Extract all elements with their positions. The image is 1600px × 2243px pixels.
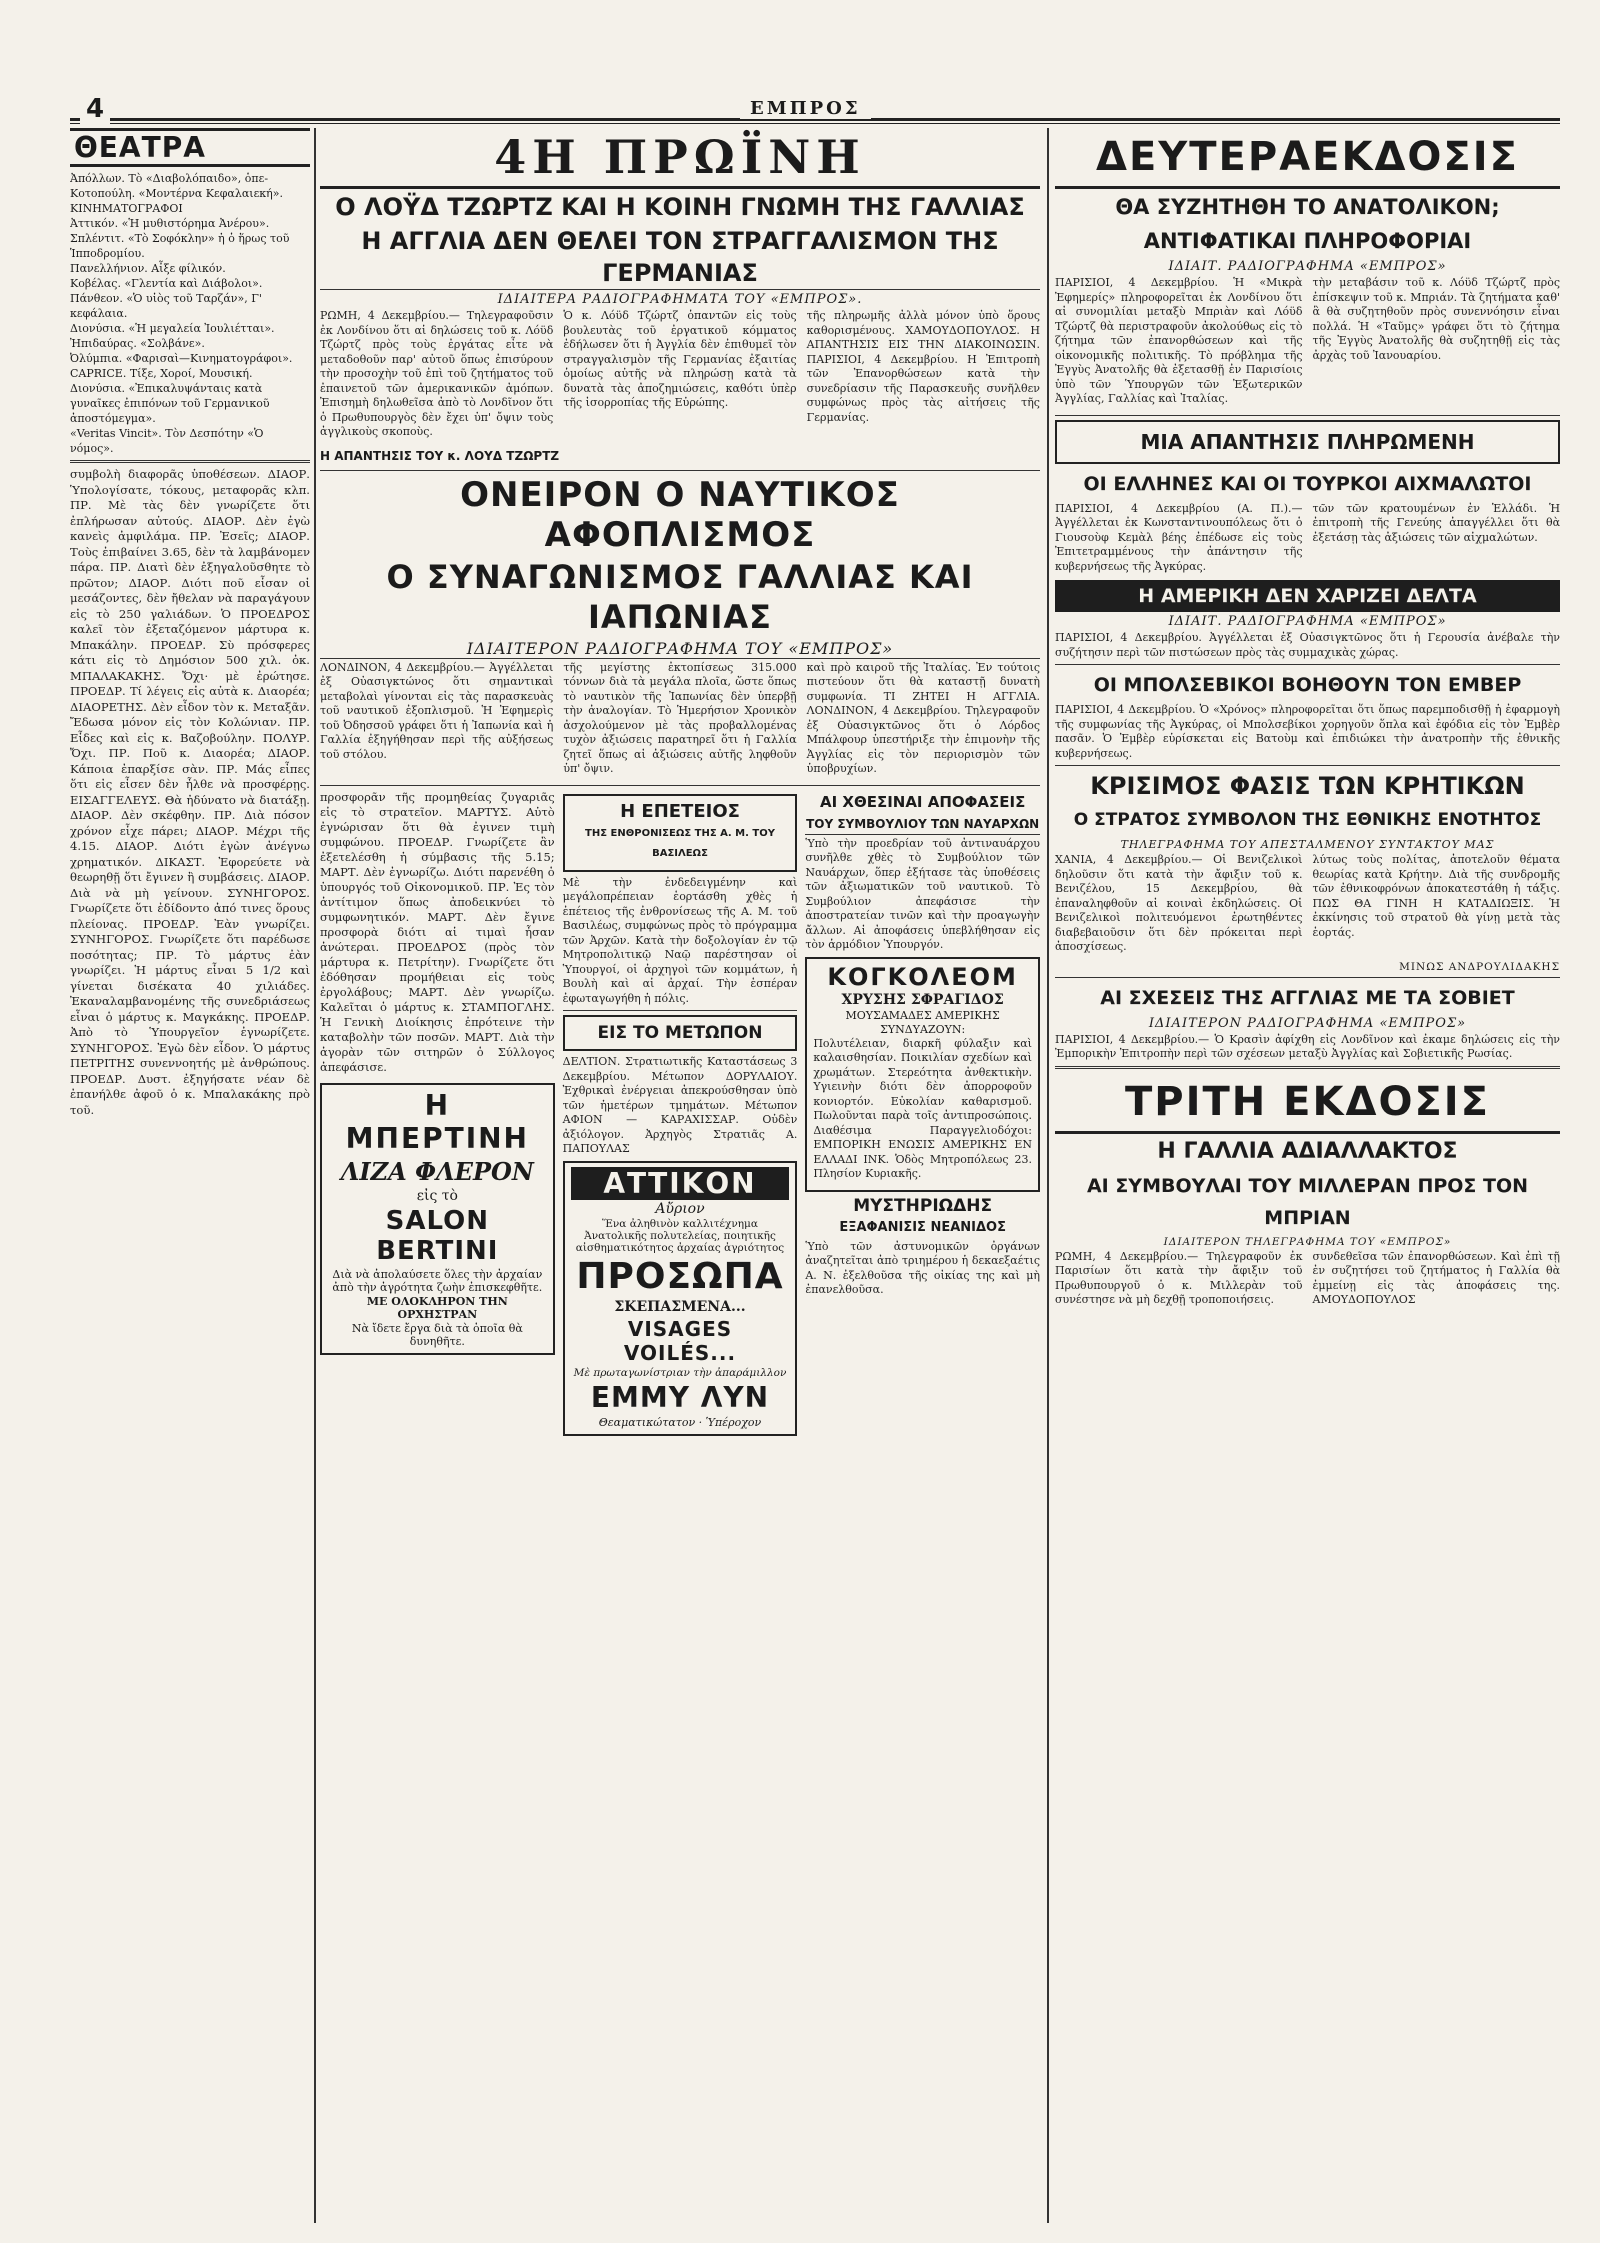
front-line-text: ΔΕΛΤΙΟΝ. Στρατιωτικῆς Καταστάσεως 3 Δεκεμβρίου. Μέτωπον ΔΟΡΥΛΑΙΟΥ. Ἐχθρικαὶ ἐνέργειαι ἀπεκρούσθησαν ὑπὸ τῶν ἡμετέρων τμημάτων. Μέτωπον ΑΦΙΟΝ — ΚΑΡΑΧΙΣΣΑΡ. Οὐδὲν ἀξιόλογον. Ἀρχηγὸς Στρατιᾶς Α. ΠΑΠΟΥΛΑΣ: [562, 1055, 798, 1155]
theatre-listing: Κοβέλας. «Γλεντία καὶ Διάβολοι».: [70, 277, 263, 290]
cocoleum-carpets: ΜΟΥΣΑΜΑΔΕΣ ΑΜΕΡΙΚΗΣ: [845, 1008, 1000, 1022]
theatre-listing: Ὀλύμπια. «Φαρισαὶ—Κινηματογράφοι».: [70, 352, 293, 365]
anniversary-subtitle: ΤΗΣ ΕΝΘΡΟΝΙΣΕΩΣ ΤΗΣ Α. Μ. ΤΟΥ ΒΑΣΙΛΕΩΣ: [585, 827, 775, 859]
theatre-listing: CAPRICE. Τίξε, Χοροί, Μουσική.: [70, 367, 253, 380]
theatres-column: [70, 128, 310, 2223]
theatre-listing: Διονύσια. «Ἐπικαλυψάνταις κατὰ γυναῖκες ἐπιπόνων τοῦ Γερμανικοῦ ἀποστόμεγμα».: [70, 382, 270, 425]
divider: [1055, 765, 1560, 766]
theatres-title: ΘΕΑΤΡΑ: [70, 128, 310, 167]
attikon-star: ΕΜΜΥ ΛΥΝ: [590, 1380, 770, 1414]
cretan-headline: ΚΡΙΣΙΜΟΣ ΦΑΣΙΣ ΤΩΝ ΚΡΗΤΙΚΩΝ: [1090, 772, 1525, 800]
bertini-star: ΛΙΖΑ ΦΛΕΡΟΝ: [340, 1156, 534, 1186]
reply-headline: ΟΙ ΕΛΛΗΝΕΣ ΚΑΙ ΟΙ ΤΟΥΡΚΟΙ ΑΙΧΜΑΛΩΤΟΙ: [1083, 472, 1532, 495]
newspaper-name: ΕΜΠΡΟΣ: [740, 98, 871, 119]
anniversary-title: Η ΕΠΕΤΕΙΟΣ: [620, 800, 740, 822]
lead-text-3: τῆς πληρωμῆς ἀλλὰ μόνον ὑπὸ ὅρους καθορισμένους. ΧΑΜΟΥΔΟΠΟΥΛΟΣ. Η ΑΠΑΝΤΗΣΙΣ ΕΙΣ ΤΗΝ ΔΙΑΚΟΙΝΩΣΙΝ. ΠΑΡΙΣΙΟΙ, 4 Δεκεμβρίου. Η Ἐπιτροπὴ τῶν Ἐπανορθώσεων κατὰ τὴν συνεδρίασιν τῆς Παρασκευῆς συνῆλθεν συμφώνως πρὸς τὰς αἰτήσεις τῆς Γερμανίας.: [806, 309, 1040, 424]
reply-box: [1055, 420, 1560, 464]
column-divider: [1047, 128, 1049, 2223]
cocoleum-ad: [805, 957, 1040, 1192]
front-line-box: [563, 1015, 798, 1051]
front-column: [320, 128, 1040, 2223]
divider: [1055, 977, 1560, 978]
theatre-listing: ΚΙΝΗΜΑΤΟΓΡΑΦΟΙ: [70, 202, 183, 215]
edition-banner: 4Η ΠΡΩΪΝΗ: [320, 128, 1040, 189]
lower-left: [320, 790, 555, 1440]
second-edition-banner: ΔΕΥΤΕΡΑΕΚΔΟΣΙΣ: [1055, 128, 1560, 189]
reply-article: [1055, 502, 1560, 579]
anniversary-text: Μὲ τὴν ἐνδεδειγμένην καὶ μεγάλοπρέπειαν ἑορτάσθη χθὲς ἡ ἐπέτειος τῆς ἐνθρονίσεως τῆς Α. Μ. τοῦ Βασιλέως, συμφώνως πρὸς τὸ πρόγραμμα τῶν Ἀρχῶν. Κατὰ τὴν δοξολογίαν ἐν τῷ Μητροπολιτικῷ Ναῷ παρέστησαν οἱ Ὑπουργοί, οἱ ἀρχηγοὶ τῶν κομμάτων, ἡ Βουλὴ καὶ αἱ ἀρχαί. Τὴν ἑσπέραν ἐφωταγωγήθη ἡ πόλις.: [562, 875, 798, 1005]
bertini-orchestra: ΜΕ ΟΛΟΚΛΗΡΟΝ ΤΗΝ ΟΡΧΗΣΤΡΑΝ: [366, 1294, 508, 1321]
usa-byline: ΙΔΙΑΙΤ. ΡΑΔΙΟΓΡΑΦΗΜΑ «ΕΜΠΡΟΣ»: [1168, 614, 1447, 629]
third-headline-1: Η ΓΑΛΛΙΑ ΑΔΙΑΛΛΑΚΤΟΣ: [1157, 1138, 1458, 1164]
usa-text: ΠΑΡΙΣΙΟΙ, 4 Δεκεμβρίου. Ἀγγέλλεται ἐξ Οὐασιγκτῶνος ὅτι ἡ Γερουσία ἀνέβαλε τὴν συζήτησιν περὶ τῶν πιστώσεων πρὸς τὰς συμμαχικὰς χώρας.: [1055, 631, 1560, 659]
admirals-title: ΑΙ ΧΘΕΣΙΝΑΙ ΑΠΟΦΑΣΕΙΣ: [819, 792, 1026, 811]
trial-dialogue: συμβολὴ διαφορᾶς ὑποθέσεων. ΔΙΑΟΡ. Ὑπολογίσατε, τόκους, μεταφορᾶς κλπ. ΠΡ. Μὲ τὰς δὲν γνωρίζετε ὅτι ἐπλήρωσαν αὐτούς. ΔΙΑΟΡ. Δὲν ἐγὼ κανεὶς ἀμφιλάμα. ΠΡ. Ἐσεῖς; ΔΙΑΟΡ. Τοὺς ἐπιβαίνει 3.65, δὲν τὰ λαμβάνομεν πάρα. ΠΡ. Διατὶ δὲν ἐξηγαλοῦσθητε τὸ πρῶτον; ΔΙΑΟΡ. Διότι ποῦ εἶσαν οἱ μεσάζοντες, δὲν ἤθελαν νὰ παραγάγουν εἰς τὸ 250 γαλιάδων. Ὁ ΠΡΟΕΔΡΟΣ καλεῖ τὸν ἐξεταζόμενον μάρτυρα κ. Μπακάλην. ΠΡΟΕΔΡ. Σὺ πρόσφερες κάτι εἰς τὸ Δημόσιον 500 χιλ. ὀκ. ΜΠΑΛΑΚΑΚΗΣ. Ὄχι· μὲ ἐρώτησε. ΠΡΟΕΔΡ. Τί λέγεις εἰς αὐτὰ κ. Διαορέα; ΔΙΑΟΡΕΤΗΣ. Δὲν εἶδον τὸν κ. Μεταξᾶν. Ἔδωσα μόνον εἰς τὸν Κολώνιαν. ΠΡ. Εἶδες καὶ εἰς κ. Βαζοβούλην. ΠΟΛΥΡ. Ὄχι. ΠΡ. Ποῦ κ. Διαορέα; ΔΙΑΟΡ. Κάποια ἐπαρξίσε σὰν. ΠΡ. Μάς εἶπες ὅτι εἰς εἶσεν δὲν ἦλθε νὰ προσφέρῃς. ΕΙΣΑΓΓΕΛΕΥΣ. Θὰ ἠδύνατο νὰ διατάξῃ. ΔΙΑΟΡ. Δὲν σκέφθην. ΠΡ. Διὰ πόσον χρόνον εἶχε πάρει; ΔΙΑΟΡ. Μέχρι τῆς 4.15. ΔΙΑΟΡ. Διότι ἐγὼν ἀνέγνω χρηματικόν. ΔΙΚΑΣΤ. Ἐφορεύετε νὰ θεωρηθῇ ὅτι ἔγινεν ἢ συμβάσεις. ΔΙΑΟΡ. Διὰ νὰ μὴ γείνουν. ΣΥΝΗΓΟΡΟΣ. Γνωρίζετε ὅτι ἐδίδοντο ἀπό τινες ὅρους πλείονας. ΠΡΟΕΔΡ. Ἐὰν γνωρίζει. ΣΥΝΗΓΟΡΟΣ. Γνωρίζετε ὅτι παρέδωσε ποσότητας; ΠΡ. Τὸ μάρτυς ἐὰν γνωρίζει. Ἡ μάρτυς εἶναι 5 1/2 καὶ γίνεται δισέκατα 40 χιλιάδες. Ἐκαναλαμβανομένης τῆς συνεδριάσεως εἶναι ὁ μάρτυς κ. Μαγκάκης. ΠΡΟΕΔΡ. Ἀπὸ τὸ Ὑπουργεῖον ἐγνωρίζετε. ΣΥΝΗΓΟΡΟΣ. Ἐγὼ δὲν εἶδον. Ὁ μάρτυς ΠΕΤΡΙΤΗΣ συνεννοητής μὲ ἀνθρώπους. ΠΡΟΕΔΡ. Δυστ. ἐξηγήσατε νέαν δὲ ἐπανήλθε ἀφοῦ ὁ κ. Μπαλακάκης πρὸ τοῦ.: [70, 467, 310, 1117]
attikon-ad: [563, 1161, 798, 1436]
usa-headline: Η ΑΜΕΡΙΚΗ ΔΕΝ ΧΑΡΙΖΕΙ ΔΕΛΤΑ: [1055, 580, 1560, 612]
theatre-listing: Πάνθεον. «Ὁ υἱὸς τοῦ Ταρζάν», Γ' κεφάλαια.: [70, 292, 262, 320]
lower-front: [320, 790, 1040, 1440]
bolshevik-headline: ΟΙ ΜΠΟΛΣΕΒΙΚΟΙ ΒΟΗΘΟΥΝ ΤΟΝ ΕΜΒΕΡ: [1093, 674, 1522, 696]
bertini-note: Νὰ ἴδετε ἔργα διὰ τὰ ὁποῖα θὰ δυνηθῆτε.: [351, 1321, 523, 1348]
third-headline-2: ΑΙ ΣΥΜΒΟΥΛΑΙ ΤΟΥ ΜΙΛΛΕΡΑΝ ΠΡΟΣ ΤΟΝ ΜΠΡΙΑΝ: [1086, 1174, 1529, 1229]
bertini-desc: Διὰ νὰ ἀπολαύσετε ὅλες τὴν ἀρχαίαν ἀπὸ τὴν ἀγρότητα ζωὴν ἐπισκεφθῆτε.: [332, 1267, 543, 1294]
attikon-film-sub: ΣΚΕΠΑΣΜΕΝΑ...: [614, 1298, 746, 1315]
masthead: [0, 96, 1600, 126]
trial-text: προσφορᾶν τῆς προμηθείας ζυγαριᾶς εἰς τὸ στρατεῖον. ΜΑΡΤΥΣ. Αὐτὸ ἐγνώρισαν ὅτι θὰ ἐγινεν τιμὴ συμφώνου. ΠΡΟΕΔΡ. Γνωρίζετε ἂν ἐξετελέσθη ἡ σύμβασις τῆς 5.15; ΜΑΡΤ. Δὲν ἐγνωρίζω. Διότι παρενέθη ὁ ὑπουργός τοῦ Οἰκονομικοῦ. ΠΡ. Ἐς τὸν ἀντίτιμον ὅπως ἀποδεικνύει τὸ συμφωνητικόν. ΜΑΡΤ. Δὲν ἔγινε προσφορὰ διότι αἱ τιμαὶ ἦσαν ἀνώτεραι. ΠΡΟΕΔΡΟΣ (πρὸς τὸν μάρτυρα κ. Πετρίτην). Γνωρίζετε ὅτι ἐδόθησαν προμήθειαι εἰς τοὺς ἐργολάβους; ΜΑΡΤ. Δὲν γνωρίζω. Καλεῖται ὁ μάρτυς κ. ΣΤΑΜΠΟΓΛΗΣ. Ἡ Γενικὴ Διοίκησις ἐπρότεινε τὴν καταβολὴν τῶν ποσῶν. ΜΑΡΤ. Διὰ τὴν ἀγορὰν τῶν σιτηρῶν ὁ Σύλλογος ἀπεφάσισε.: [320, 789, 555, 1074]
soviet-text: ΠΑΡΙΣΙΟΙ, 4 Δεκεμβρίου.— Ὁ Κρασὶν ἀφίχθη εἰς Λονδῖνον καὶ ἐκαμε δηλώσεις εἰς τὴν Ἐμπορικὴν Ἐπιτροπὴν περὶ τῶν σχέσεων μεταξὺ Ἀγγλίας καὶ Σοβιετικῆς Ρωσίας.: [1055, 1032, 1560, 1060]
theatre-listing: Σπλέντιτ. «Τὸ Σοφόκλην» ἡ ὁ ἥρως τοῦ Ἱπποδρομίου.: [70, 232, 290, 260]
lead-headline-2: Η ΑΓΓΛΙΑ ΔΕΝ ΘΕΛΕΙ ΤΟΝ ΣΤΡΑΓΓΑΛΙΣΜΟΝ ΤΗΣ ΓΕΡΜΑΝΙΑΣ: [320, 225, 1040, 290]
column-divider: [314, 128, 316, 2223]
admirals-subtitle: ΤΟΥ ΣΥΜΒΟΥΛΙΟΥ ΤΩΝ ΝΑΥΑΡΧΩΝ: [805, 814, 1040, 835]
lower-middle: [563, 790, 798, 1440]
third-text-2: συνδεθεῖσα τῶν ἐπανορθώσεων. Καὶ ἐπὶ τῇ ἐν συζητήσει τοῦ ζητήματος ἡ Γαλλία θὰ ἐμμείνῃ εἰς τὰς ἀποφάσεις της. ΑΜΟΥΔΟΠΟΥΛΟΣ: [1312, 1249, 1560, 1306]
disappearance-subtitle: ΕΞΑΦΑΝΙΣΙΣ ΝΕΑΝΙΔΟΣ: [839, 1219, 1006, 1235]
naval-headline-2: Ο ΣΥΝΑΓΩΝΙΣΜΟΣ ΓΑΛΛΙΑΣ ΚΑΙ ΙΑΠΩΝΙΑΣ: [386, 557, 974, 636]
reply-title: ΜΙΑ ΑΠΑΝΤΗΣΙΣ ΠΛΗΡΩΜΕΝΗ: [1140, 429, 1475, 454]
lead-byline: ΙΔΙΑΙΤΕΡΑ ΡΑΔΙΟΓΡΑΦΗΜΑΤΑ ΤΟΥ «ΕΜΠΡΟΣ».: [497, 292, 863, 307]
cocoleum-text: Πολυτέλειαν, διαρκῆ φύλαξιν καὶ καλαισθησίαν. Ποικιλίαν σχεδίων καὶ χρωμάτων. Στερεότητα ἀνθεκτικὴν. Υγιεινὴν διότι δὲν ἀπορροφοῦν κονιορτόν. Εὐκολίαν καθαρισμοῦ. Πωλοῦνται παρὰ τοῖς ἀντιπροσώποις. Διαθέσιμα Παραγγελιοδόχοι: ΕΜΠΟΡΙΚΗ ΕΝΩΣΙΣ ΑΜΕΡΙΚΗΣ ΕΝ ΕΛΛΑΔΙ ΙΝΚ. Ὁδὸς Μητροπόλεως 23. Πλησίον Κυριακῆς.: [813, 1036, 1032, 1180]
bolshevik-text: ΠΑΡΙΣΙΟΙ, 4 Δεκεμβρίου. Ὁ «Χρόνος» πληροφορεῖται ὅτι ὅπως παρεμποδισθῇ ἡ ἐφαρμογὴ τῆς συμφωνίας τῆς Ἀγκύρας, οἱ Μπολσεβίκοι χορηγοῦν ὅπλα καὶ ἐφόδια εἰς τὸν Ἐμβὲρ πασᾶν. Ὁ Ἐμβὲρ εὑρίσκεται εἰς Βατοὺμ καὶ ἐπιδιώκει τὴν ἀνατροπὴν τῆς ἐθνικῆς κυβερνήσεως.: [1055, 703, 1560, 760]
second-text-2: τὴν μεταβάσιν τοῦ κ. Λόϋδ Τζώρτζ πρὸς ἐπίσκεψιν τοῦ κ. Μπριάν. Τὰ ζητήματα καθ' ἃ θὰ συζητηθοῦν πρὸς συνεννόησιν εἶναι πολλά. Ἡ «Ταῦμς» γράφει ὅτι τὸ ζήτημα τῆς Ἐγγὺς Ἀνατολῆς θὰ συζητηθῇ εἰς τὰς ἀρχὰς τοῦ Ἰανουαρίου.: [1312, 276, 1560, 362]
editions-column: [1055, 128, 1560, 2223]
second-headline-2: ΑΝΤΙΦΑΤΙΚΑΙ ΠΛΗΡΟΦΟΡΙΑΙ: [1143, 229, 1472, 253]
third-text-1: ΡΩΜΗ, 4 Δεκεμβρίου.— Τηλεγραφοῦν ἐκ Παρισίων ὅτι κατὰ τὴν ἄφιξιν τοῦ Πρωθυπουργοῦ ὁ κ. Μιλλερὰν τοῦ συνέστησε νὰ μὴ δεχθῇ τροποποιήσεις.: [1055, 1249, 1303, 1306]
third-byline: ΙΔΙΑΙΤΕΡΟΝ ΤΗΛΕΓΡΑΦΗΜΑ ΤΟΥ «ΕΜΠΡΟΣ»: [1163, 1235, 1452, 1248]
third-article: [1055, 1250, 1560, 1312]
third-edition-banner: ΤΡΙΤΗ ΕΚΔΟΣΙΣ: [1055, 1073, 1560, 1134]
second-article: [1055, 276, 1560, 411]
lead-text-1: ΡΩΜΗ, 4 Δεκεμβρίου.— Τηλεγραφοῦσιν ἐκ Λονδίνου ὅτι αἱ δηλώσεις τοῦ κ. Λόϋδ Τζώρτζ πρὸς τοὺς ἐργάτας εἶτε νὰ μεταδοθοῦν παρ' αὐτοῦ ὅπως ἐπισύρουν τὴν προσοχὴν τοῦ ἐπὶ τοῦ ζητήματος τοῦ ἐπαινετοῦ τῶν ἀμερικανικῶν ἀμόπων. Ἐπισημὴ δηλωθεῖσα ἀπὸ τὸ Λονδῖνον ὅτι ὁ Πρωθυπουργὸς δὲν ἔχει ὑπ' ὄψιν τοὺς ἀγγλικοὺς σκοποὺς.: [320, 309, 554, 438]
bertini-salon: SALON BERTINI: [376, 1205, 499, 1266]
disappearance-title: ΜΥΣΤΗΡΙΩΔΗΣ: [853, 1195, 993, 1216]
reply-text-2: τῶν τῶν κρατουμένων ἐν Ἑλλάδι. Ἡ ἐπιτροπὴ τῆς Γενεύης ἀπαγγέλλει ὅτι θὰ ἐξετάσῃ τὰς ἀξιώσεις τῶν αἰχμαλώτων.: [1312, 501, 1560, 544]
front-line-title: ΕΙΣ ΤΟ ΜΕΤΩΠΟΝ: [597, 1023, 763, 1043]
cretan-signature: ΜΙΝΩΣ ΑΝΔΡΟΥΛΙΔΑΚΗΣ: [1399, 960, 1560, 973]
attikon-tagline: Θεαματικώτατον · Ὑπέροχον: [598, 1415, 762, 1429]
divider: [1055, 1066, 1560, 1069]
attikon-film-fr: VISAGES VOILÉS...: [623, 1316, 737, 1365]
divider: [1055, 415, 1560, 416]
cretan-article: [1055, 853, 1560, 959]
cretan-byline: ΤΗΛΕΓΡΑΦΗΜΑ ΤΟΥ ΑΠΕΣΤΑΛΜΕΝΟΥ ΣΥΝΤΑΚΤΟΥ ΜΑΣ: [1120, 838, 1495, 851]
second-headline-1: ΘΑ ΣΥΖΗΤΗΘΗ ΤΟ ΑΝΑΤΟΛΙΚΟΝ;: [1115, 195, 1500, 219]
cretan-headline-2: Ο ΣΤΡΑΤΟΣ ΣΥΜΒΟΛΟΝ ΤΗΣ ΕΘΝΙΚΗΣ ΕΝΟΤΗΤΟΣ: [1073, 810, 1542, 830]
bertini-ad: [320, 1083, 555, 1355]
theatre-listing: Διονύσια. «Ἡ μεγαλεία Ἰουλιέτται».: [70, 322, 275, 335]
attikon-desc: Ἕνα ἀληθινὸν καλλιτέχνημα Ἀνατολικῆς πολυτελείας, ποιητικῆς αἰσθηματικότητος ἀρχαίας ἀγριότητος: [575, 1217, 785, 1254]
admirals-text: Ὑπὸ τὴν προεδρίαν τοῦ ἀντιναυάρχου συνῆλθε χθὲς τὸ Συμβούλιον τῶν Ναυάρχων, ὅπερ ἐξήτασε τὰς ὑποθέσεις τῶν ἀξιωματικῶν τοῦ ναυτικοῦ. Τὸ Συμβούλιον ἀπεφάσισε τὴν ἀποστρατείαν τινῶν καὶ τὴν προαγωγὴν ἄλλων. Αἱ ἀποφάσεις ὑπεβλήθησαν εἰς τὸν ἁρμόδιον Ὑπουργόν.: [805, 836, 1040, 951]
divider: [1055, 664, 1560, 665]
disappearance-text: Ὑπὸ τῶν ἀστυνομικῶν ὀργάνων ἀναζητεῖται ἀπὸ τριημέρου ἡ δεκαεξαέτις Α. Ν. ἐξελθοῦσα τῆς οἰκίας της καὶ μὴ ἐπανελθοῦσα.: [805, 1239, 1040, 1296]
page-number: 4: [80, 94, 110, 124]
divider: [70, 460, 310, 463]
bertini-title: Η ΜΠΕΡΤΙΝΗ: [345, 1088, 529, 1155]
theatre-listing: Ἀπόλλων. Τὸ «Διαβολόπαιδο», ὁπε-: [70, 172, 269, 185]
attikon-star-label: Μὲ πρωταγωνίστριαν τὴν ἀπαράμιλλον: [573, 1366, 787, 1379]
attikon-tomorrow: Αὔριον: [655, 1200, 705, 1217]
theatres-list: [70, 171, 310, 456]
theatre-listing: Κοτοπούλη. «Μοντέρνα Κεφαλαιεκή».: [70, 187, 283, 200]
cretan-text-2: λύτως τοὺς πολίτας, ἀποτελοῦν θέματα θεωρίας κατὰ Κρήτην. Διὰ τῆς συνδρομῆς τῶν ἐθνικοφρόνων ἀποκατεστάθη ἡ τάξις. ΠΩΣ ΘΑ ΓΙΝΗ Η ΚΑΤΑΔΙΩΞΙΣ. Ἡ ἐκκίνησις τοῦ στρατοῦ θὰ γίνῃ μετὰ τὰς ἑορτάς.: [1312, 853, 1560, 939]
theatre-listing: Πανελλήνιον. Αἶξε φίλικόν.: [70, 262, 226, 275]
cocoleum-seal: ΧΡΥΣΗΣ ΣΦΡΑΓΙΔΟΣ: [841, 991, 1004, 1008]
second-byline: ΙΔΙΑΙΤ. ΡΑΔΙΟΓΡΑΦΗΜΑ «ΕΜΠΡΟΣ»: [1168, 259, 1447, 274]
soviet-byline: ΙΔΙΑΙΤΕΡΟΝ ΡΑΔΙΟΓΡΑΦΗΜΑ «ΕΜΠΡΟΣ»: [1148, 1015, 1467, 1031]
bertini-at: εἰς τὸ: [416, 1187, 458, 1204]
theatre-listing: Ἠπιδαύρας. «Σολβάνε».: [70, 337, 205, 350]
naval-headline-1: ΟΝΕΙΡΟΝ Ο ΝΑΥΤΙΚΟΣ ΑΦΟΠΛΙΣΜΟΣ: [460, 474, 900, 555]
lower-right: [805, 790, 1040, 1440]
lead-text-2: Ὁ κ. Λόϋδ Τζώρτζ ὁπαντῶν εἰς τοὺς βουλευτὰς τοῦ ἐργατικοῦ κόμματος ἐδήλωσεν ὅτι ἡ Ἀγγλία δὲν ἐπιθυμεῖ τὸν στραγγαλισμὸν τῆς Γερμανίας ἐξαιτίας ὁμοίως αὐτῆς νὰ πληρώσῃ κατὰ τὰ δυνατὰ τὰς ἀποζημιώσεις, καθότι ὑπὲρ τῆς ἰσορροπίας τῆς Εὐρώπης.: [563, 309, 797, 409]
cretan-text-1: ΧΑΝΙΑ, 4 Δεκεμβρίου.— Οἱ Βενιζελικοὶ δηλοῦσιν ὅτι κατὰ τὴν ἄφιξιν τοῦ κ. Βενιζέλου, 15 Δεκεμβρίου, θὰ ἐπαναληφθοῦν αἱ κοιναὶ ἐκδηλώσεις. Οἱ Βενιζελικοὶ πολιτευόμενοι ἐρωτηθέντες διαβεβαιοῦσιν ὅτι δὲν πρόκειται περὶ ἀποσχίσεως.: [1055, 853, 1303, 953]
lloyd-reply-label: Η ΑΠΑΝΤΗΣΙΣ ΤΟΥ κ. ΛΟΥΔ ΤΖΩΡΤΖ: [320, 448, 560, 463]
naval-text-3: καὶ πρὸ καιροῦ τῆς Ἰταλίας. Ἐν τούτοις πιστεύουν ὅτι θὰ καταστῇ δυνατὴ συμφωνία. ΤΙ ΖΗΤΕΙ Η ΑΓΓΛΙΑ. ΛΟΝΔΙΝΟΝ, 4 Δεκεμβρίου. Τηλεγραφοῦν ἐξ Οὐασιγκτῶνος ὅτι ὁ Λόρδος Μπάλφουρ ὑπεστήριξε τὴν ἐπιμονὴν τῆς Ἀγγλίας εἰς τὸν περιορισμὸν τῶν ὑποβρυχίων.: [806, 660, 1040, 775]
naval-text-1: ΛΟΝΔΙΝΟΝ, 4 Δεκεμβρίου.— Ἀγγέλλεται ἐξ Οὐασιγκτώνος ὅτι σημαντικαὶ μεταβολαὶ γίνονται εἰς τὰς παρασκευὰς τοῦ ναυτικοῦ ἐξοπλισμοῦ. Ἡ Ἐφημερὶς τοῦ Ὀδησσοῦ γράφει ὅτι ἡ Ἰαπωνία καὶ ἡ Γαλλία ἐξηγήθησαν περὶ τῆς αὐξήσεως τοῦ στόλου.: [320, 660, 554, 761]
theatre-listing: «Veritas Vincit». Τὸν Δεσπότην «Ὁ νόμος».: [70, 427, 264, 455]
lead-headline-1: Ο ΛΟΫΔ ΤΖΩΡΤΖ ΚΑΙ Η ΚΟΙΝΗ ΓΝΩΜΗ ΤΗΣ ΓΑΛΛΙΑΣ: [335, 193, 1025, 221]
cocoleum-brand: ΚΟΓΚΟΛΕΟΜ: [827, 962, 1018, 991]
naval-article: [320, 661, 1040, 781]
soviet-headline: ΑΙ ΣΧΕΣΕΙΣ ΤΗΣ ΑΓΓΛΙΑΣ ΜΕ ΤΑ ΣΟΒΙΕΤ: [1100, 986, 1515, 1009]
second-text-1: ΠΑΡΙΣΙΟΙ, 4 Δεκεμβρίου. Ἡ «Μικρὰ Ἐφημερίς» πληροφορεῖται ἐκ Λονδίνου ὅτι αἱ συνομιλίαι μεταξὺ Μπριὰν καὶ Λόϋδ Τζώρτζ θὰ περιστραφοῦν ἀκολούθως εἰς τὸ ζήτημα τῶν ἐπανορθώσεων καὶ τῆς οἰκονομικῆς πολιτικῆς. Τὸ πρόβλημα τῆς Ἐγγὺς Ἀνατολῆς θὰ ἐξετασθῇ ἐν Παρισίοις ὑπὸ τῶν Ὑπουργῶν τῶν Ἐξωτερικῶν Ἀγγλίας, Γαλλίας καὶ Ἰταλίας.: [1055, 276, 1303, 405]
naval-text-2: τῆς μεγίστης ἐκτοπίσεως 315.000 τόννων διὰ τὰ μεγάλα πλοῖα, ὥστε ὅπως τὸ ναυτικὸν τῆς Ἰαπωνίας δὲν ὑπερβῇ τὴν ἀναλογίαν. Τὸ Ἡμερήσιον Χρονικὸν ἀσχολούμενον μὲ τὰς προβαλλομένας τυχὸν ἀξιώσεις παρατηρεῖ ὅτι ἡ Γαλλία ζητεῖ ὅπως αἱ ἀξιώσεις αὐτῆς ληφθοῦν ὑπ' ὄψιν.: [563, 660, 797, 775]
attikon-title: ΑΤΤΙΚΟΝ: [571, 1167, 790, 1200]
divider: [563, 1010, 798, 1011]
lead-article: [320, 309, 1040, 444]
cocoleum-combine: ΣΥΝΔΥΑΖΟΥΝ:: [880, 1022, 966, 1036]
masthead-rule-thin: [70, 123, 1560, 124]
divider: [320, 785, 1040, 786]
reply-text-1: ΠΑΡΙΣΙΟΙ, 4 Δεκεμβρίου (Α. Π.).— Ἀγγέλλεται ἐκ Κωνσταντινουπόλεως ὅτι ὁ Γιουσοὺφ Κεμὰλ βέης ἐπέδωσε εἰς τοὺς Ἐπιτετραμμένους τὴν ἀπάντησιν τῆς κυβερνήσεως τῆς Ἀγκύρας.: [1055, 501, 1303, 573]
divider: [320, 470, 1040, 471]
anniversary-box: [563, 794, 798, 872]
theatre-listing: Ἀττικόν. «Ἡ μυθιστόρημα Ἀνέρου».: [70, 217, 270, 230]
attikon-film: ΠΡΟΣΩΠΑ: [576, 1255, 784, 1297]
naval-byline: ΙΔΙΑΙΤΕΡΟΝ ΡΑΔΙΟΓΡΑΦΗΜΑ ΤΟΥ «ΕΜΠΡΟΣ»: [320, 639, 1040, 659]
